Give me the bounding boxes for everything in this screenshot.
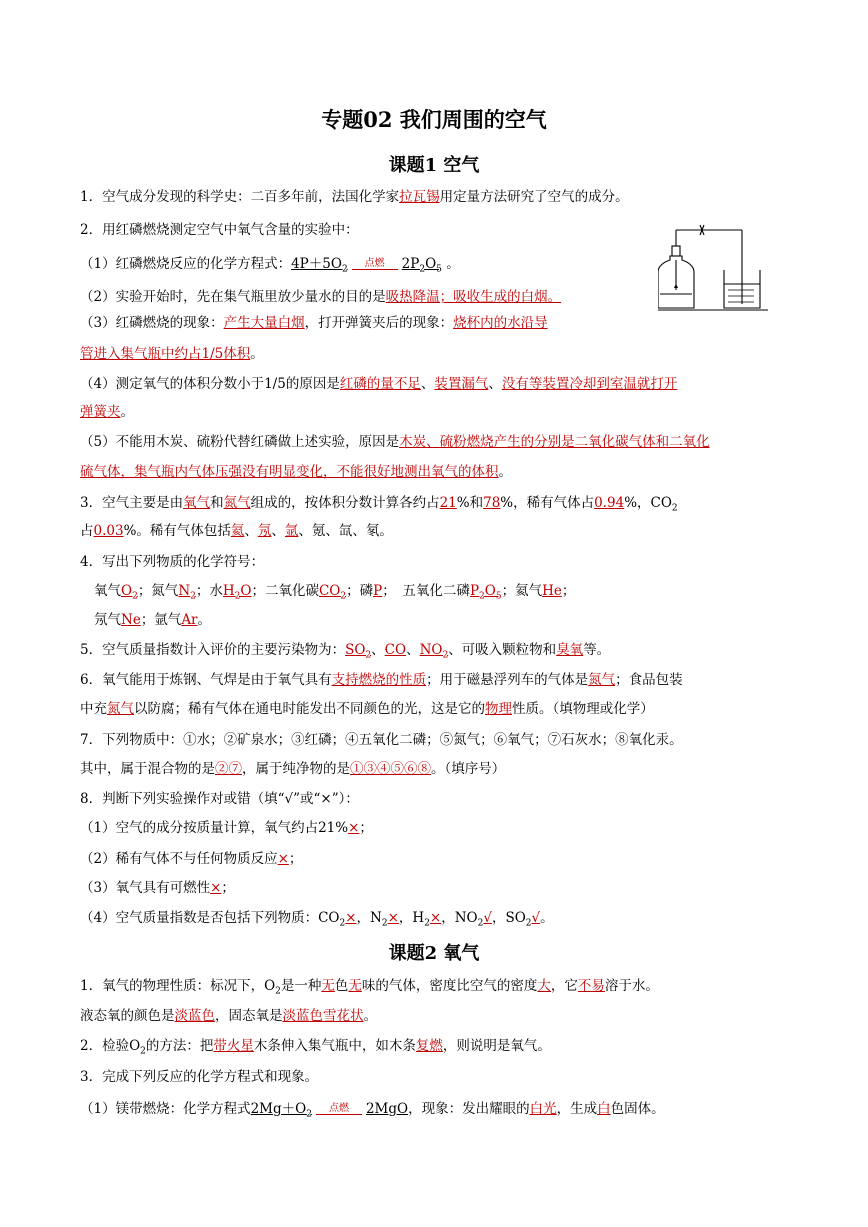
line-9: （5）不能用木炭、硫粉代替红磷做上述实验，原因是木炭、硫粉燃烧产生的分别是二氧化碳气体和二氧化 [80,434,710,450]
line-17: 6．氧气能用于炼钢、气焊是由于氧气具有支持燃烧的性质；用于磁悬浮列车的气体是氮气；食品包装 [80,672,683,688]
line-19: 7．下列物质中：①水；②矿泉水；③红磷；④五氧化二磷；⑤氮气；⑥氧气；⑦石灰水；⑧氧化汞。 [80,732,683,748]
line-16: 5．空气质量指数计入评价的主要污染物为：$SO_2$、CO、$NO_2$、可吸入颗粒物和臭氧等。 [80,642,611,661]
page-title: 专题02 我们周围的空气 [321,107,547,132]
line-23: （2）稀有气体不与任何物质反应×； [80,851,303,867]
line-7: （4）测定氧气的体积分数小于1/5的原因是红磷的量不足、装置漏气、没有等装置冷却到室温就打开 [80,376,678,392]
line-1: 1．空气成分发现的科学史：二百多年前，法国化学家拉瓦锡用定量方法研究了空气的成分。 [80,189,629,205]
line-3-equation: （1）红磷燃烧反应的化学方程式：$4P+5O_2$ 点燃 $2P_2O_5$ 。 [80,256,460,275]
line-10: 硫气体，集气瓶内气体压强没有明显变化，不能很好地测出氧气的体积。 [80,464,512,480]
line-15: 氖气Ne；氩气Ar。 [94,612,212,628]
line-27: 液态氧的颜色是淡蓝色，固态氧是淡蓝色雪花状。 [80,1008,377,1024]
section-title-oxygen: 课题2 氧气 [388,943,480,964]
line-14: 氧气$O_2$；氮气$N_2$；水$H_2O$；二氧化碳$CO_2$；磷P； 五氧化二磷$P_2O_5$；氦气He； [94,583,576,602]
line-8: 弹簧夹。 [80,404,134,420]
reaction-condition: 点燃 [316,1104,362,1115]
line-28: 2．检验$O_2$的方法：把带火星木条伸入集气瓶中，如木条复燃，则说明是氧气。 [80,1038,551,1057]
line-21: 8．判断下列实验操作对或错（填“√”或“×”）： [80,791,359,807]
line-4: （2）实验开始时，先在集气瓶里放少量水的目的是吸热降温；吸收生成的白烟。 [80,289,562,305]
line-5: （3）红磷燃烧的现象：产生大量白烟，打开弹簧夹后的现象：烧杯内的水沿导 [80,315,548,331]
line-12: 占0.03%。稀有气体包括氦、氖、氩、氪、氙、氡。 [80,523,393,539]
line-13: 4．写出下列物质的化学符号： [80,554,265,570]
line-25: （4）空气质量指数是否包括下列物质：$CO_2\times$，$N_2\times$，$H_2\times$，$NO_2√$，$SO_2√$。 [80,910,554,929]
apparatus-diagram [658,222,768,314]
line-24: （3）氧气具有可燃性×； [80,880,235,896]
line-11: 3．空气主要是由氧气和氮气组成的，按体积分数计算各约占21%和78%，稀有气体占0.94%，$CO_2$ [80,495,678,514]
line-26: 1．氧气的物理性质：标况下，$O_2$是一种无色无味的气体，密度比空气的密度大，它不易溶于水。 [80,978,659,997]
line-22: （1）空气的成分按质量计算，氧气约占21%×； [80,820,373,836]
section-title-air: 课题1 空气 [388,155,480,176]
reaction-condition: 点燃 [352,259,398,270]
line-29: 3．完成下列反应的化学方程式和现象。 [80,1069,319,1085]
line-18: 中充氮气以防腐；稀有气体在通电时能发出不同颜色的光，这是它的物理性质。（填物理或化学） [80,701,654,717]
line-30-equation: （1）镁带燃烧：化学方程式$2Mg+O_2$ 点燃 2MgO，现象：发出耀眼的白光，生成白色固体。 [80,1101,665,1120]
line-2: 2．用红磷燃烧测定空气中氧气含量的实验中： [80,222,359,238]
line-6: 管进入集气瓶中约占1/5体积。 [80,346,264,362]
line-20: 其中，属于混合物的是②⑦，属于纯净物的是①③④⑤⑥⑧。（填序号） [80,761,506,777]
